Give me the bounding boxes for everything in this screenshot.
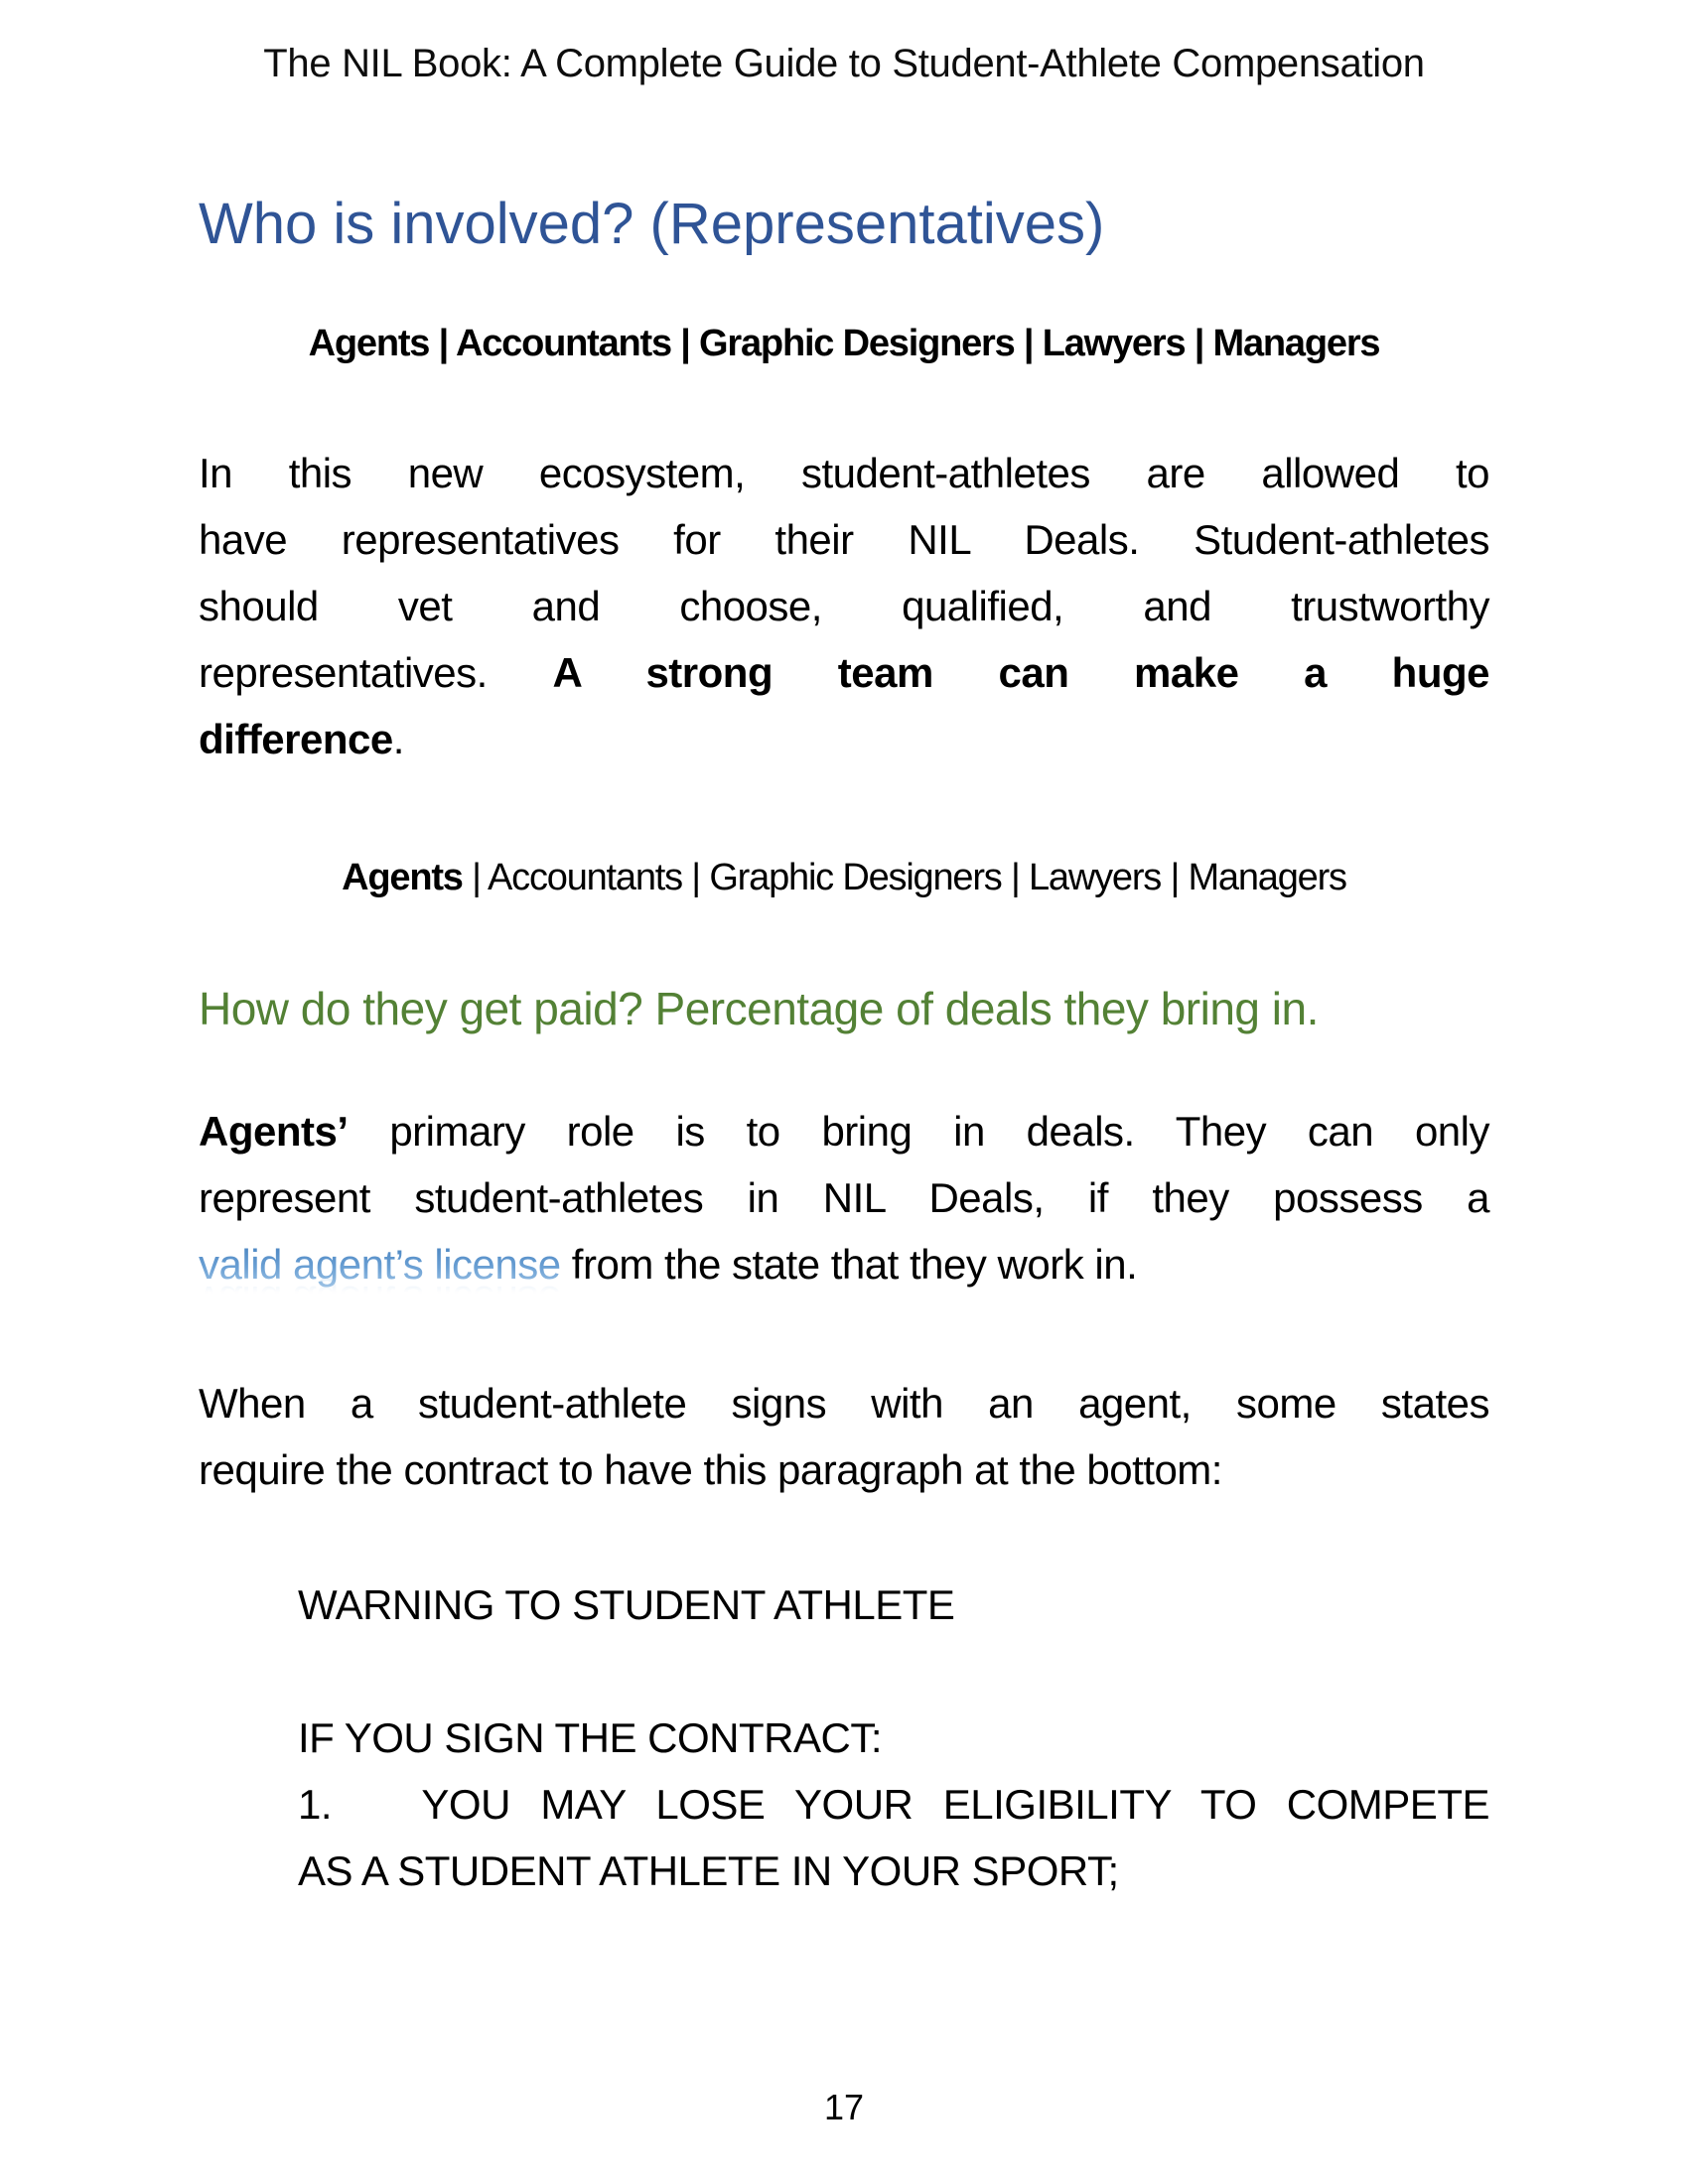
text-segment: from the state that they work in. — [560, 1241, 1138, 1288]
text-segment: A strong team can make a huge — [552, 649, 1489, 696]
text-segment: require the contract to have this paragraph at the bottom: — [199, 1446, 1222, 1493]
text-line — [199, 1098, 1489, 1164]
representatives-list-bold — [199, 319, 1489, 368]
text-line — [298, 1771, 1489, 1838]
page-number: 17 — [823, 2087, 865, 2127]
text-segment: difference — [199, 716, 393, 762]
text-segment: WARNING TO STUDENT ATHLETE — [298, 1581, 955, 1628]
intro-paragraph — [199, 440, 1489, 772]
text-segment: In this new ecosystem, student-athletes are allowed to — [199, 450, 1489, 496]
text-line — [298, 1638, 1489, 1705]
agents-paragraph — [199, 1098, 1489, 1297]
text-segment: | Accountants | Graphic Designers | Lawyers | Managers — [462, 857, 1346, 898]
payment-subheading-green: How do they get paid? Percentage of deals they bring in. — [199, 983, 1319, 1034]
text-line — [199, 1436, 1489, 1503]
text-line — [199, 319, 1489, 368]
text-segment: Agents’ — [199, 1108, 349, 1155]
text-line — [199, 853, 1489, 902]
text-segment — [298, 1648, 309, 1695]
section-heading: Who is involved? (Representatives) — [199, 192, 1105, 256]
text-line — [199, 506, 1489, 573]
text-line — [298, 1571, 1489, 1638]
text-line — [199, 1231, 1489, 1297]
text-segment: representatives. — [199, 649, 553, 696]
text-line — [298, 1838, 1489, 1904]
text-segment: have representatives for their NIL Deals. Student-athletes — [199, 516, 1489, 563]
text-line — [199, 1370, 1489, 1436]
text-segment: represent student-athletes in NIL Deals, if they possess a — [199, 1174, 1489, 1221]
text-line — [199, 573, 1489, 639]
text-line — [298, 1705, 1489, 1771]
warning-block — [298, 1571, 1489, 1904]
text-segment: should vet and choose, qualified, and trustworthy — [199, 583, 1489, 629]
contract-paragraph — [199, 1370, 1489, 1503]
representatives-list-mixed — [199, 853, 1489, 902]
running-header-title: The NIL Book: A Complete Guide to Student-Athlete Compensation — [263, 42, 1425, 85]
text-segment: IF YOU SIGN THE CONTRACT: — [298, 1714, 883, 1761]
text-line — [199, 639, 1489, 706]
text-segment: When a student-athlete signs with an agent, some states — [199, 1380, 1489, 1427]
text-segment: Agents — [342, 857, 463, 898]
page-content — [199, 190, 1489, 1904]
license-styled-text: valid agent’s license — [199, 1231, 561, 1297]
text-segment: . — [392, 716, 404, 762]
text-segment: primary role is to bring in deals. They can only — [348, 1108, 1489, 1155]
text-segment: 1. — [298, 1781, 392, 1828]
text-line — [199, 440, 1489, 506]
text-line — [199, 706, 1489, 772]
text-line — [199, 1164, 1489, 1231]
text-segment: AS A STUDENT ATHLETE IN YOUR SPORT; — [298, 1847, 1119, 1894]
text-segment: Agents | Accountants | Graphic Designers | Lawyers | Managers — [308, 323, 1380, 364]
text-segment: YOU MAY LOSE YOUR ELIGIBILITY TO COMPETE — [391, 1781, 1489, 1828]
